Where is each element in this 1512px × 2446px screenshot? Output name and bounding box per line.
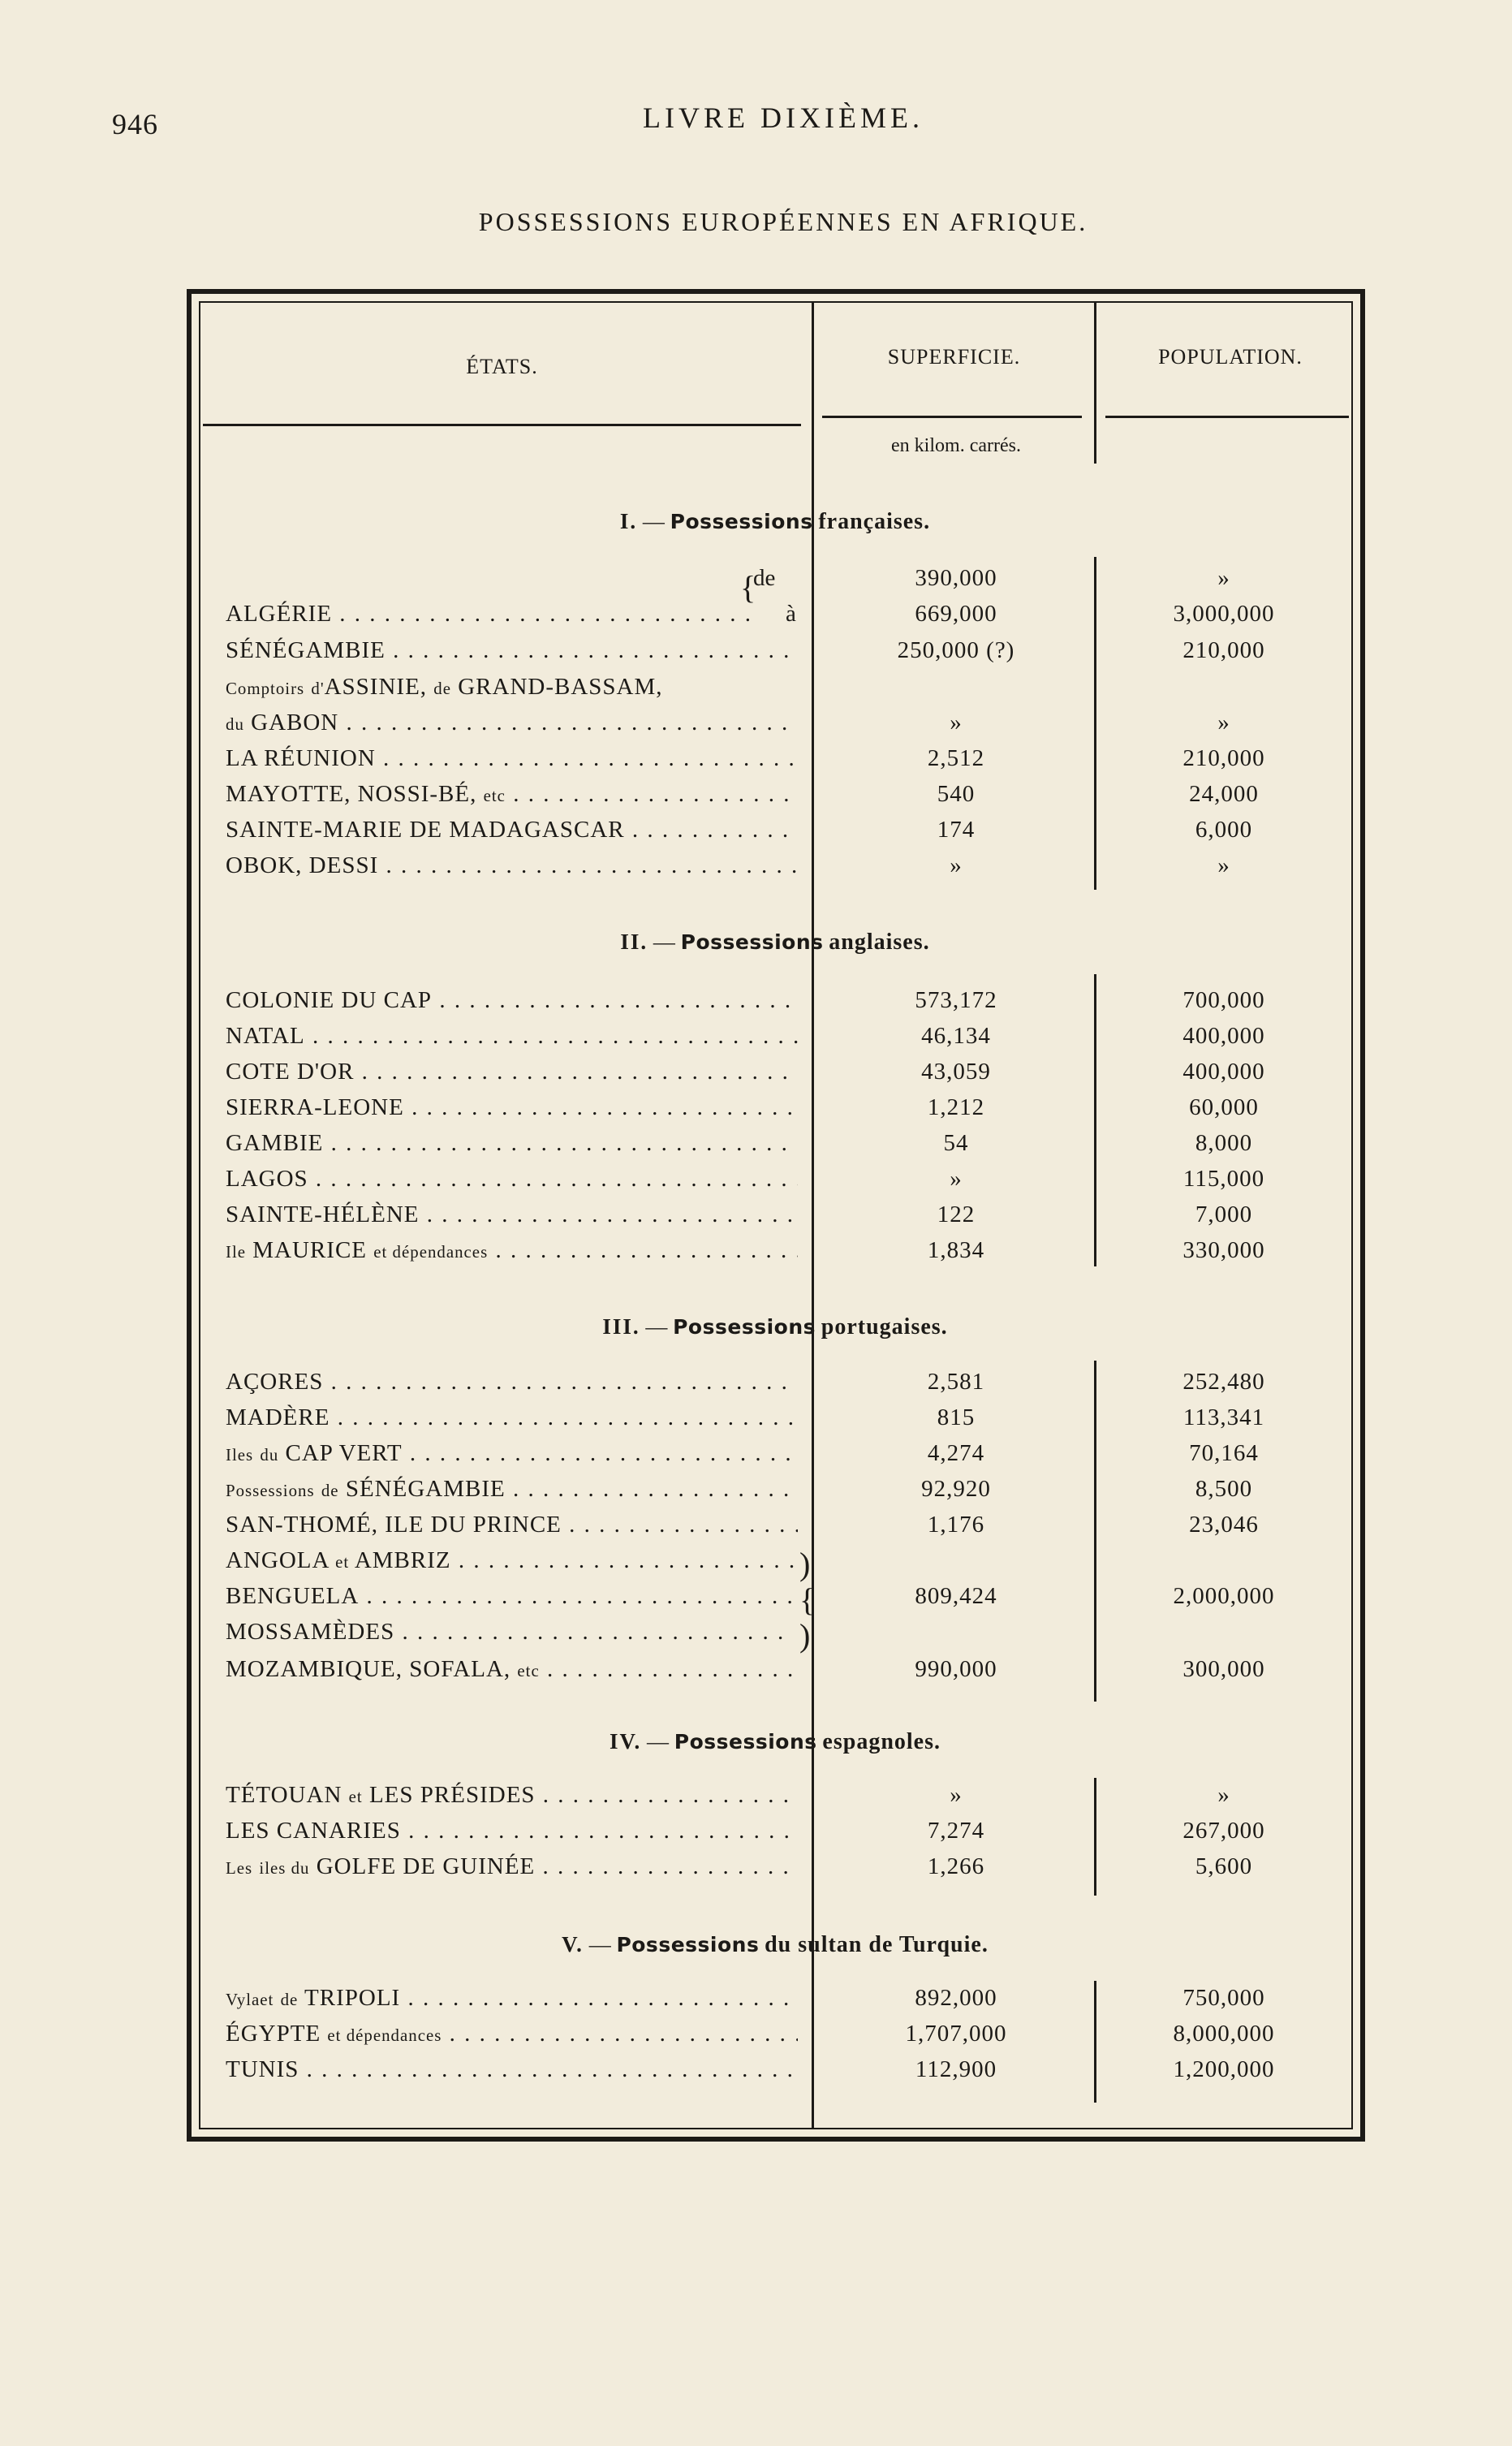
table-row: SAN-THOMÉ, ILE DU PRINCE . . . 1,176 23,046 — [226, 1512, 1346, 1547]
header-rule-mid — [822, 416, 1082, 418]
table-row: ALGÉRIE . . . à 669,000 3,000,000 — [226, 601, 1346, 636]
section-heading: V. — Possessions du sultan de Turquie. — [562, 1932, 989, 1957]
table-row: TUNIS . . . 112,900 1,200,000 — [226, 2056, 1346, 2092]
table-row: LAGOS . . . » 115,000 — [226, 1166, 1346, 1201]
header-rule-left — [203, 424, 801, 426]
col-rule-2-top — [1094, 301, 1096, 464]
table-row: Ile MAURICE et dépendances . . . 1,834 330,000 — [226, 1237, 1346, 1273]
table-row: GAMBIE . . . 54 8,000 — [226, 1130, 1346, 1166]
table-row: TÉTOUAN et LES PRÉSIDES . . . » » — [226, 1782, 1346, 1818]
table-row: LES CANARIES . . . 7,274 267,000 — [226, 1818, 1346, 1853]
table-row: MOSSAMÈDES . . . — [226, 1619, 1346, 1654]
table-row: LA RÉUNION . . . 2,512 210,000 — [226, 745, 1346, 781]
section-number: I. — [619, 509, 638, 533]
table-row: SIERRA-LEONE . . . 1,212 60,000 — [226, 1094, 1346, 1130]
section-heading: II. — Possessions anglaises. — [620, 930, 930, 955]
table-row: Iles du CAP VERT . . . 4,274 70,164 — [226, 1440, 1346, 1476]
page-number: 946 — [112, 108, 158, 140]
brace-icon: { — [740, 569, 756, 606]
table-row: NATAL . . . 46,134 400,000 — [226, 1023, 1346, 1059]
table-row: MAYOTTE, NOSSI-BÉ, etc . . . 540 24,000 — [226, 781, 1346, 817]
table-row: Comptoirs d'ASSINIE, de GRAND-BASSAM, — [226, 674, 663, 700]
table-row: MADÈRE . . . 815 113,341 — [226, 1404, 1346, 1440]
running-head: LIVRE DIXIÈME. — [643, 101, 924, 134]
col-rule-1-seg — [1094, 557, 1096, 890]
table-row: COTE D'OR . . . 43,059 400,000 — [226, 1059, 1346, 1094]
brace-icon: ) { ) — [799, 1546, 816, 1654]
col-header-etats: ÉTATS. — [466, 355, 538, 378]
table-row: de 390,000 » — [753, 565, 1230, 591]
table-row: ÉGYPTE et dépendances . . . 1,707,000 8,000,000 — [226, 2021, 1346, 2056]
section-heading: III. — Possessions portugaises. — [602, 1314, 948, 1339]
table-row: SAINTE-MARIE DE MADAGASCAR . . . 174 6,000 — [226, 817, 1346, 852]
section-heading: IV. — Possessions espagnoles. — [609, 1729, 941, 1754]
page-title: POSSESSIONS EUROPÉENNES EN AFRIQUE. — [478, 207, 1088, 236]
table-row: Vylaet de TRIPOLI . . . 892,000 750,000 — [226, 1985, 1346, 2021]
table-row: ANGOLA et AMBRIZ . . . — [226, 1547, 1346, 1583]
col-header-population: POPULATION. — [1158, 345, 1303, 369]
header-rule-right — [1105, 416, 1349, 418]
units-label: en kilom. carrés. — [891, 435, 1021, 456]
table-row: SÉNÉGAMBIE . . . 250,000 (?) 210,000 — [226, 637, 1346, 673]
col-header-superficie: SUPERFICIE. — [887, 345, 1021, 369]
table-row: BENGUELA . . . 809,424 2,000,000 — [226, 1583, 1346, 1619]
table-row: Possessions de SÉNÉGAMBIE . . . 92,920 8,500 — [226, 1476, 1346, 1512]
section-heading: I. — Possessions françaises. — [619, 509, 931, 534]
table-row: AÇORES . . . 2,581 252,480 — [226, 1369, 1346, 1404]
table-row: OBOK, DESSI . . . » » — [226, 852, 1346, 888]
table-row: Les iles du GOLFE DE GUINÉE . . . 1,266 5,600 — [226, 1853, 1346, 1889]
table-row: du GABON . . . » » — [226, 710, 1346, 745]
table-row: SAINTE-HÉLÈNE . . . 122 7,000 — [226, 1201, 1346, 1237]
table-row: MOZAMBIQUE, SOFALA, etc . . . 990,000 300,000 — [226, 1656, 1346, 1692]
table-row: COLONIE DU CAP . . . 573,172 700,000 — [226, 987, 1346, 1023]
